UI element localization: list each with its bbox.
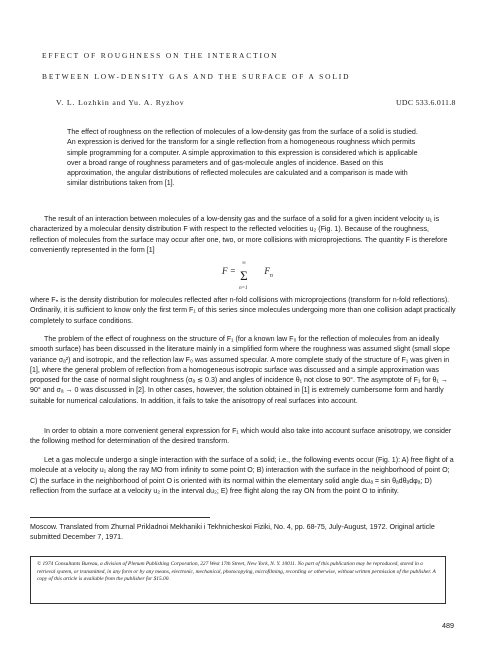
abstract: The effect of roughness on the reflection of molecules of a low-density gas from the surface of a solid is studied. An expression is derived for the transform for a single reflection from a homogeneous roughness which permits simple programming for a computer. A simple approximation to this expression is considered which is applicable over a broad range of roughness parameters and of gas-molecule angles of incidence. Based on this approximation, the angular distributions of reflected molecules are calculated and a comparison is made with similar distributions taken from [1]. bbox=[67, 128, 418, 188]
paragraph-1: The result of an interaction between molecules of a low-density gas and the surface of a solid for a given incident velocity u₁ is characterized by a molecular density distribution F with respect to the reflected velocities u₂ (Fig. 1). Because of the roughness, reflection of molecules from the surface may occur after one, two, or more collisions with microprojections. The quantity F is therefore conveniently represented in the form [1] bbox=[30, 215, 448, 254]
sum-symbol: Σ bbox=[240, 268, 248, 283]
article-title bbox=[42, 45, 482, 87]
page-number: 489 bbox=[442, 621, 454, 630]
paragraph-4: In order to obtain a more convenient general expression for F₁ which would also take into account surface anisotropy, we consider the following method for determination of the desired transform. bbox=[30, 427, 452, 446]
equation-lhs: F = bbox=[222, 266, 236, 276]
copyright-text: © 1974 Consultants Bureau, a division of Plenum Publishing Corporation, 227 West 17th Street, New York, N. Y. 10011. No part of this publication may be reproduced, stored in a retrieval system, or transmitted, in any form or by any means, electronic, mechanical, photocopying, microfilming, recording or otherwise, without written permission of the publisher. A copy of this article is available from the publisher for $15.00. bbox=[37, 561, 436, 583]
authors: V. L. Lozhkin and Yu. A. Ryzhov bbox=[56, 98, 185, 107]
paragraph-2: where Fₙ is the density distribution for molecules reflected after n-fold collisions with microprojections (transform for n-fold reflections). Ordinarily, it is sufficient to know only the first term F₁ of this series since molecules undergoing more than one collision adapt practically completely to surface conditions. bbox=[30, 296, 456, 325]
footnote-divider bbox=[30, 517, 210, 518]
equation-series bbox=[222, 261, 273, 291]
translation-note: Moscow. Translated from Zhurnal Prikladnoi Mekhaniki i Tekhnicheskoi Fiziki, No. 4, pp. 68-75, July-August, 1972. Original article submitted December 7, 1971. bbox=[30, 523, 435, 542]
paragraph-3: The problem of the effect of roughness on the structure of F₁ (for a known law F₀ for the reflection of molecules from an ideally smooth surface) has been discussed in the literature mainly in a simplified form where the roughness was assumed slight (small slope variance σₐ²) and isotropic, and the reflection law F₀ was assumed specular. A more complete study of the structure of F₁ was given in [1], where the general problem of reflection from a homogeneous isotropic surface was discussed and a simple approximation was proposed for the case of normal slight roughness (σₐ ≲ 0.3) and angles of incidence θ₁ not close to 90°. The asymptote of F₁ for θ₁ → 90° and σₐ → 0 was discussed in [2]. In other cases, however, the solution obtained in [1] is extremely cumbersome form and hardly suitable for numerical calculations. In addition, it fails to take the anisotropy of real surfaces into account. bbox=[30, 335, 450, 405]
sum-upper-limit: ∞ bbox=[242, 261, 246, 266]
title-line-1: EFFECT OF ROUGHNESS ON THE INTERACTION bbox=[42, 51, 279, 60]
copyright-box bbox=[30, 556, 446, 604]
title-line-2: BETWEEN LOW-DENSITY GAS AND THE SURFACE OF A SOLID bbox=[42, 72, 351, 81]
paragraph-5: Let a gas molecule undergo a single interaction with the surface of a solid; i.e., the following events occur (Fig. 1): A) free flight of a molecule at a velocity u₁ along the ray MO from infinity to some point O; B) interaction with the surface in the neighborhood of point O; C) the surface in the neighborhood of point O is oriented with its normal within the elementary solid angle dωₐ = sin θₐdθₐdφₐ; D) reflection from the surface at a velocity u₂ in the interval du₂; E) free flight along the ray ON from the point O to infinity. bbox=[30, 456, 454, 495]
equation-term-subscript: n bbox=[269, 272, 273, 279]
equation-term: F bbox=[264, 266, 270, 276]
udc-code: UDC 533.6.011.8 bbox=[396, 98, 456, 107]
sum-lower-limit: n=1 bbox=[239, 286, 248, 291]
